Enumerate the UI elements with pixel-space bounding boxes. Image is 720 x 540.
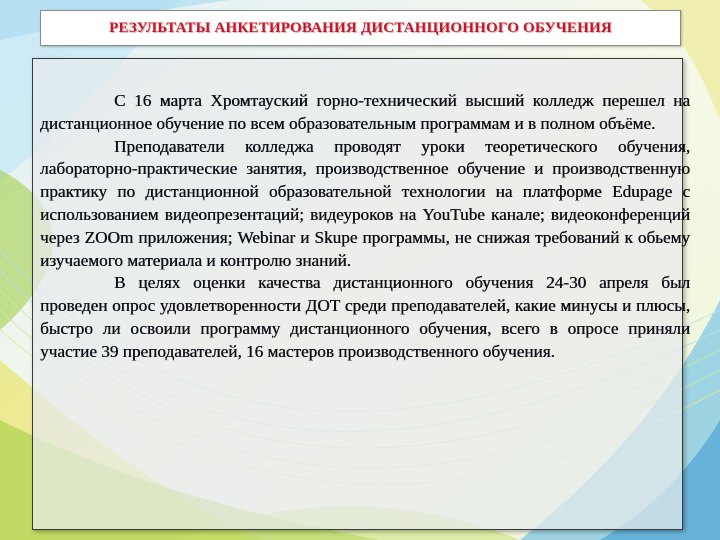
slide-title: РЕЗУЛЬТАТЫ АНКЕТИРОВАНИЯ ДИСТАНЦИОННОГО ОБУЧЕНИЯ [109, 19, 612, 36]
title-banner [40, 10, 681, 46]
paragraph-2-text: Преподаватели колледжа проводят уроки теоретического обучения, лабораторно-практические занятия, производственное обучение и производственную практику по дистанционной образовательной технологии на платформе Edupage с использованием видеопрезентаций; видеуроков на YouTube канале; видеоконференций через ZOOm приложения; Webinar и Skupe программы, не снижая требований к обьему изучаемого материала и контролю знаний. [40, 136, 690, 270]
paragraph-2 [40, 136, 690, 273]
paragraph-3 [40, 272, 690, 363]
paragraph-1-text: С 16 марта Хромтауский горно-технический высший колледж перешел на дистанционное обучение по всем образовательным программам и в полном объёме. [40, 91, 690, 133]
body-text [40, 90, 690, 364]
paragraph-3-text: В целях оценки качества дистанционного обучения 24-30 апреля был проведен опрос удовлетворенности ДОТ среди преподавателей, какие минусы и плюсы, быстро ли освоили программу дистанционного обучения, всего в опросе приняли участие 39 преподавателей, 16 мастеров производственного обучения. [40, 273, 690, 361]
paragraph-1 [40, 90, 690, 136]
